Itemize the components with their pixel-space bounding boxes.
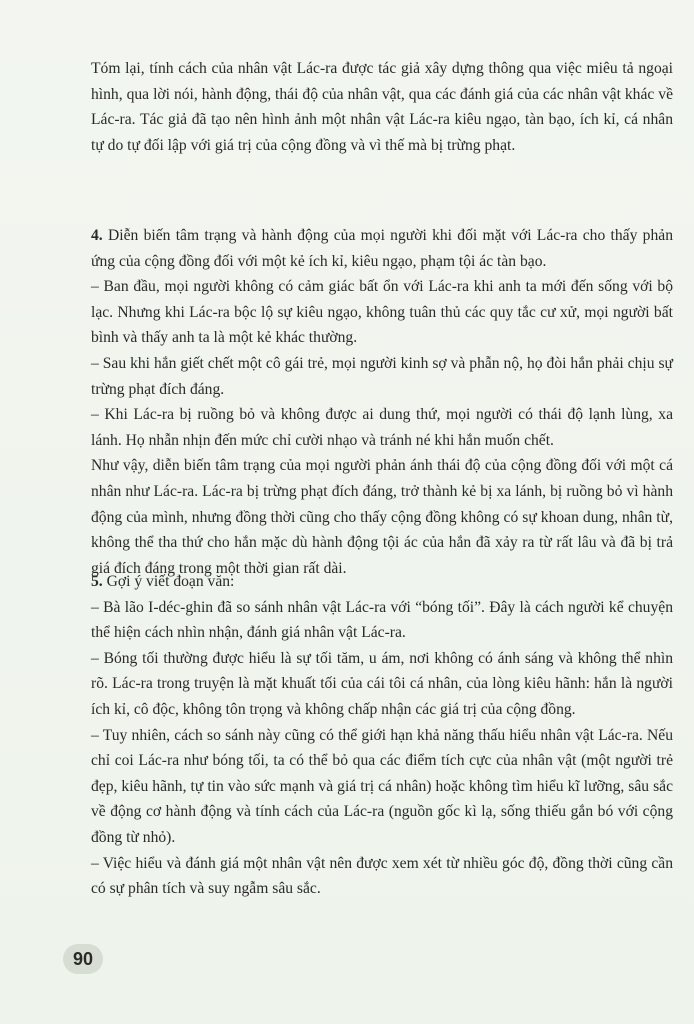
page-number: 90 <box>63 944 103 974</box>
section-4 <box>91 223 673 581</box>
section-4-number: 4. <box>91 227 103 244</box>
section-4-conclusion: Như vậy, diễn biến tâm trạng của mọi người phản ánh thái độ của cộng đồng đối với một cá nhân như Lác-ra. Lác-ra bị trừng phạt đích đáng, trở thành kẻ bị xa lánh, bị ruồng bỏ vì hành động của mình, nhưng đồng thời cũng cho thấy cộng đồng không có sự khoan dung, nhân từ, không thể tha thứ cho hắn mặc dù hành động tội ác của hắn đã xảy ra từ rất lâu và đã bị trả giá đích đáng trong một thời gian rất dài. <box>91 457 673 577</box>
section-5-number: 5. <box>91 573 103 590</box>
section-4-item: – Ban đầu, mọi người không có cảm giác bất ổn với Lác-ra khi anh ta mới đến sống với bộ lạc. Nhưng khi Lác-ra bộc lộ sự kiêu ngạo, không tuân thủ các quy tắc cư xử, mọi người bất bình và thấy anh ta là một kẻ khác thường. <box>91 278 673 347</box>
section-5-item: – Bà lão I-déc-ghin đã so sánh nhân vật Lác-ra với “bóng tối”. Đây là cách người kể chuyện thể hiện cách nhìn nhận, đánh giá nhân vật Lác-ra. <box>91 598 673 642</box>
section-5-lead-paragraph <box>91 569 673 595</box>
section-4-item: – Sau khi hắn giết chết một cô gái trẻ, mọi người kinh sợ và phẫn nộ, họ đòi hắn phải chịu sự trừng phạt đích đáng. <box>91 354 673 398</box>
summary-paragraph: Tóm lại, tính cách của nhân vật Lác-ra được tác giả xây dựng thông qua việc miêu tả ngoại hình, qua lời nói, hành động, thái độ của nhân vật, qua các đánh giá của các nhân vật khác về Lác-ra. Tác giả đã tạo nên hình ảnh một nhân vật Lác-ra kiêu ngạo, tàn bạo, ích kỉ, cá nhân tự do tự đối lập với giá trị của cộng đồng và vì thế mà bị trừng phạt. <box>91 60 673 154</box>
section-4-lead-paragraph <box>91 223 673 274</box>
section-5-item: – Tuy nhiên, cách so sánh này cũng có thể giới hạn khả năng thấu hiểu nhân vật Lác-ra. Nếu chỉ coi Lác-ra như bóng tối, ta có thể bỏ qua các điểm tích cực của nhân vật (một người trẻ đẹp, kiêu hãnh, tự tin vào sức mạnh và giá trị cá nhân) hoặc không tìm hiểu kĩ lưỡng, sâu sắc về động cơ hành động và tính cách của Lác-ra (nguồn gốc kì lạ, sống thiếu gắn bó với cộng đồng từ nhỏ). <box>91 726 673 846</box>
section-4-lead-text: Diễn biến tâm trạng và hành động của mọi người khi đối mặt với Lác-ra cho thấy phản ứng của cộng đồng đối với một kẻ ích kỉ, kiêu ngạo, phạm tội ác tàn bạo. <box>91 227 673 270</box>
section-5-item: – Bóng tối thường được hiểu là sự tối tăm, u ám, nơi không có ánh sáng và không thể nhìn rõ. Lác-ra trong truyện là mặt khuất tối của cái tôi cá nhân, của lòng kiêu hãnh: hắn là người ích kỉ, cô độc, không tôn trọng và không chấp nhận các giá trị của cộng đồng. <box>91 649 673 718</box>
section-5-item: – Việc hiểu và đánh giá một nhân vật nên được xem xét từ nhiều góc độ, đồng thời cũng cần có sự phân tích và suy ngẫm sâu sắc. <box>91 854 673 898</box>
summary-paragraph-block <box>91 56 673 158</box>
section-5-lead-text: Gợi ý viết đoạn văn: <box>102 573 235 590</box>
section-4-item: – Khi Lác-ra bị ruồng bỏ và không được ai dung thứ, mọi người có thái độ lạnh lùng, xa lánh. Họ nhẫn nhịn đến mức chỉ cười nhạo và tránh né khi hắn muốn chết. <box>91 406 673 449</box>
section-5 <box>91 569 673 902</box>
